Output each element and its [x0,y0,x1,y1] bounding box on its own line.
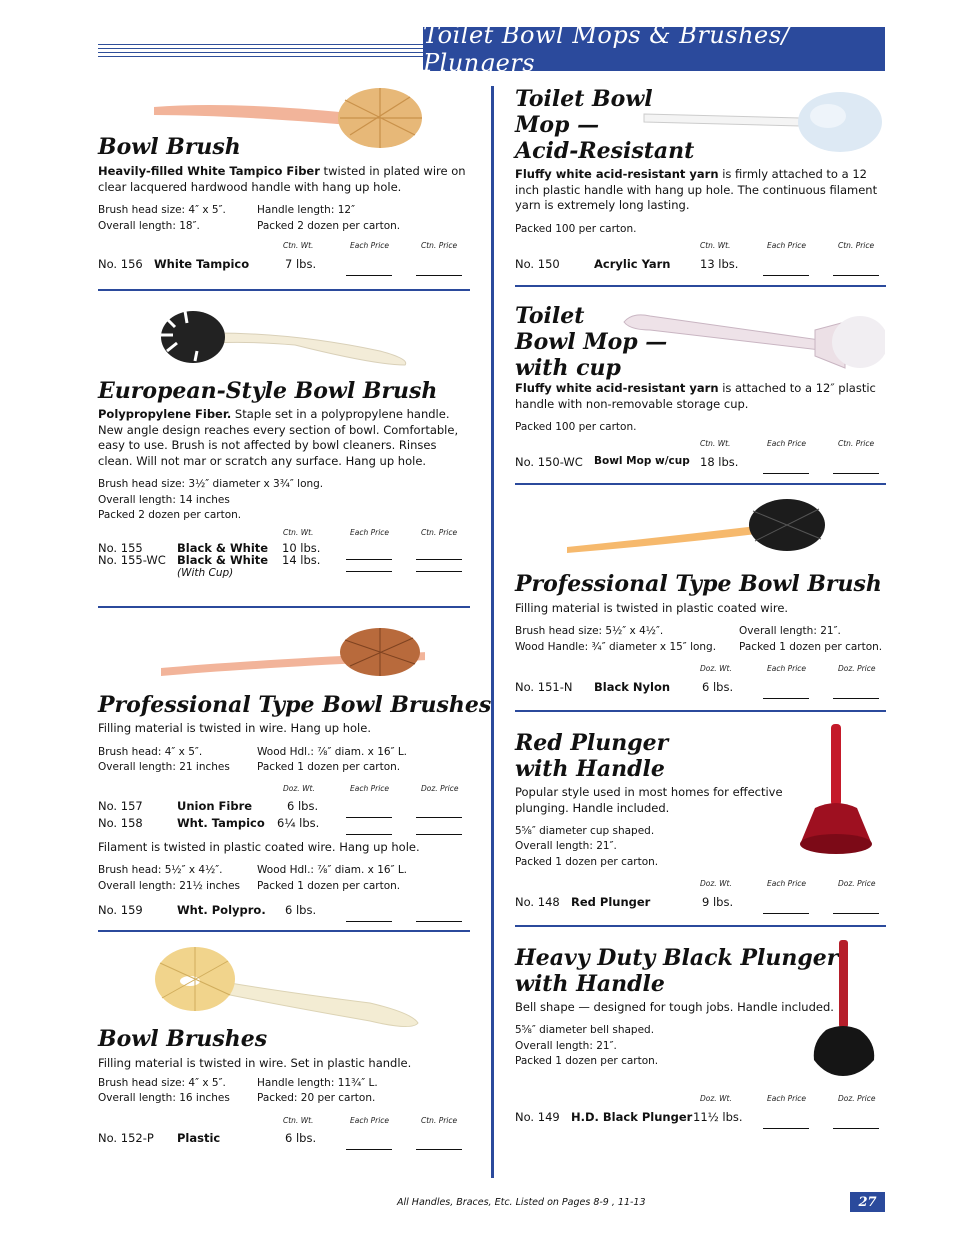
spec-text: Brush head size: 3½″ diameter x 3¾″ long. [98,478,324,490]
bowl-brush-description: Heavily-filled White Tampico Fiber twisted in plated wire on clear lacquered hardwood handle with hang up hole. [98,164,466,194]
spec-text: Packed 2 dozen per carton. [98,509,242,521]
spec-text: Packed 100 per carton. [515,223,637,235]
spec-text: Wood Handle: ¾″ diameter x 15″ long. [515,641,717,653]
item-number: No. 150-WC [515,455,583,469]
item-number: No. 155 [98,541,143,555]
item-name: Union Fibre [177,799,253,813]
red-plunger-title: Red Plunger with Handle [515,730,669,782]
professional-brushes-description-2: Filament is twisted in plastic coated wire. Hang up hole. [98,840,420,854]
section-rule [515,925,886,927]
european-brush-description: Polypropylene Fiber. Staple set in a polypropylene handle. New angle design reaches every section of bowl. Comfortable, easy to use. Brush is not affected by bowl cleaners. Rinses clean. Will not mar or scratch any surface. Hang up hole. [98,407,459,468]
column-header: Ctn. Price [421,528,458,537]
mop-cup-image [620,300,885,375]
price-blank [833,899,879,918]
section-rule [515,483,886,485]
item-number: No. 158 [98,816,143,830]
item-weight: 6 lbs. [285,1131,317,1145]
mop-acid-description: Fluffy white acid-resistant yarn is firmly attached to a 12 inch plastic handle with hang up hole. The continuous filament yarn is extremely long lasting. [515,167,878,212]
item-name: Wht. Polypro. [177,903,266,917]
black-plunger-description: Bell shape — designed for tough jobs. Handle included. [515,1000,834,1014]
spec-text: Brush head size: 4″ x 5″. [98,204,226,216]
section-rule [515,710,886,712]
spec-text: Overall length: 21″. [515,1040,617,1052]
column-header: Ctn. Wt. [283,528,314,537]
header-rule-lines [98,44,423,64]
item-weight: 6 lbs. [287,799,319,813]
item-number: No. 150 [515,257,560,271]
red-plunger-image [795,722,880,862]
item-number: No. 157 [98,799,143,813]
column-header: Each Price [767,439,807,448]
mop-acid-image [640,88,885,158]
professional-brushes-title: Professional Type Bowl Brushes [98,692,492,718]
bowl-brushes-description: Filling material is twisted in wire. Set in plastic handle. [98,1056,412,1070]
price-blank [833,261,879,280]
item-number: No. 156 [98,257,143,271]
spec-text: Overall length: 21″. [515,840,617,852]
column-header: Ctn. Price [421,1116,458,1125]
item-name: Wht. Tampico [177,816,265,830]
professional-brush-image [565,495,830,560]
item-weight: 18 lbs. [700,455,739,469]
spec-text: Handle length: 11¾″ L. [257,1077,378,1089]
price-blank [763,1114,809,1133]
spec-text: Packed 2 dozen per carton. [257,220,401,232]
item-weight: 11½ lbs. [693,1110,743,1124]
spec-text: Overall length: 14 inches [98,494,230,506]
spec-text: Packed: 20 per carton. [257,1092,376,1104]
column-header: Each Price [767,1094,807,1103]
column-header: Doz. Price [421,784,459,793]
column-header: Doz. Wt. [283,784,315,793]
price-blank [763,684,809,703]
section-rule [98,930,470,932]
price-blank [763,899,809,918]
column-header: Doz. Price [838,664,876,673]
column-header: Each Price [350,1116,390,1125]
column-header: Each Price [350,528,390,537]
spec-text: Brush head: 4″ x 5″. [98,746,203,758]
spec-text: Brush head: 5½″ x 4½″. [98,864,223,876]
column-header: Ctn. Wt. [700,241,731,250]
item-note: (With Cup) [177,567,234,579]
item-weight: 7 lbs. [285,257,317,271]
spec-text: Wood Hdl.: ⅞″ diam. x 16″ L. [257,746,408,758]
price-blank [346,261,392,280]
price-blank [833,459,879,478]
bowl-brushes-title: Bowl Brushes [98,1026,268,1052]
price-blank [346,557,392,576]
european-brush-image [155,303,425,368]
column-header: Each Price [767,664,807,673]
page-title: Toilet Bowl Mops & Brushes/ Plungers [423,27,885,71]
column-header: Ctn. Wt. [283,1116,314,1125]
column-header: Doz. Price [838,1094,876,1103]
item-name: Acrylic Yarn [594,257,671,271]
bowl-brushes-image [150,943,425,1033]
price-blank [346,820,392,839]
column-header: Each Price [350,784,390,793]
spec-text: 5⅝″ diameter bell shaped. [515,1024,655,1036]
item-name: Bowl Mop w/cup [594,455,690,467]
price-blank [833,1114,879,1133]
page-number: 27 [850,1192,885,1212]
column-header: Each Price [767,241,807,250]
item-number: No. 159 [98,903,143,917]
column-divider [491,86,494,1178]
spec-text: Packed 1 dozen per carton. [515,856,659,868]
spec-text: Overall length: 16 inches [98,1092,230,1104]
spec-text: Overall length: 21 inches [98,761,230,773]
spec-text: Packed 1 dozen per carton. [515,1055,659,1067]
section-rule [98,289,470,291]
item-name: Black & White [177,541,269,555]
item-weight: 6 lbs. [285,903,317,917]
item-weight: 6¼ lbs. [277,816,320,830]
spec-text: Wood Hdl.: ⅞″ diam. x 16″ L. [257,864,408,876]
column-header: Doz. Price [838,879,876,888]
spec-text: Overall length: 18″. [98,220,200,232]
footer-note: All Handles, Braces, Etc. Listed on Pages 8-9 , 11-13 [397,1197,646,1208]
item-name: Black Nylon [594,680,671,694]
spec-text: Packed 1 dozen per carton. [739,641,883,653]
price-blank [763,459,809,478]
column-header: Ctn. Price [421,241,458,250]
professional-brush-description: Filling material is twisted in plastic coated wire. [515,601,789,615]
item-number: No. 151-N [515,680,573,694]
mop-cup-description: Fluffy white acid-resistant yarn is attached to a 12″ plastic handle with non-removable storage cup. [515,381,876,411]
item-number: No. 149 [515,1110,560,1124]
item-weight: 9 lbs. [702,895,734,909]
item-weight: 6 lbs. [702,680,734,694]
european-brush-title: European-Style Bowl Brush [98,378,438,404]
price-blank [833,684,879,703]
professional-brushes-image [155,620,425,680]
column-header: Ctn. Price [838,241,875,250]
price-blank [416,557,462,576]
item-weight: 10 lbs. [282,541,321,555]
column-header: Doz. Wt. [700,664,732,673]
price-blank [416,820,462,839]
column-header: Doz. Wt. [700,1094,732,1103]
black-plunger-title: Heavy Duty Black Plunger with Handle [515,945,839,997]
price-blank [346,907,392,926]
item-name: White Tampico [154,257,250,271]
spec-text: Packed 100 per carton. [515,421,637,433]
column-header: Ctn. Wt. [700,439,731,448]
section-rule [98,606,470,608]
item-name: Black & White [177,553,269,567]
spec-text: Packed 1 dozen per carton. [257,880,401,892]
price-blank [763,261,809,280]
column-header: Ctn. Price [838,439,875,448]
item-name: Red Plunger [571,895,651,909]
column-header: Each Price [350,241,390,250]
spec-text: 5⅝″ diameter cup shaped. [515,825,655,837]
spec-text: Handle length: 12″ [257,204,355,216]
price-blank [416,261,462,280]
item-weight: 13 lbs. [700,257,739,271]
red-plunger-description: Popular style used in most homes for effective plunging. Handle included. [515,785,783,815]
spec-text: Brush head size: 4″ x 5″. [98,1077,226,1089]
spec-text: Overall length: 21″. [739,625,841,637]
column-header: Each Price [767,879,807,888]
spec-text: Overall length: 21½ inches [98,880,241,892]
professional-brush-title: Professional Type Bowl Brush [515,571,882,597]
spec-text: Brush head size: 5½″ x 4½″. [515,625,664,637]
section-rule [515,285,886,287]
item-name: Plastic [177,1131,221,1145]
bowl-brush-title: Bowl Brush [98,134,241,160]
professional-brushes-description: Filling material is twisted in wire. Hang up hole. [98,721,371,735]
column-header: Doz. Wt. [700,879,732,888]
mop-acid-title: Toilet Bowl Mop — Acid-Resistant [515,86,695,164]
item-name: H.D. Black Plunger [571,1110,693,1124]
item-number: No. 152-P [98,1131,154,1145]
mop-cup-title: Toilet Bowl Mop — with cup [515,303,668,381]
item-number: No. 148 [515,895,560,909]
price-blank [416,1135,462,1154]
price-blank [416,907,462,926]
column-header: Ctn. Wt. [283,241,314,250]
price-blank [346,1135,392,1154]
item-weight: 14 lbs. [282,553,321,567]
spec-text: Packed 1 dozen per carton. [257,761,401,773]
item-number: No. 155-WC [98,553,166,567]
